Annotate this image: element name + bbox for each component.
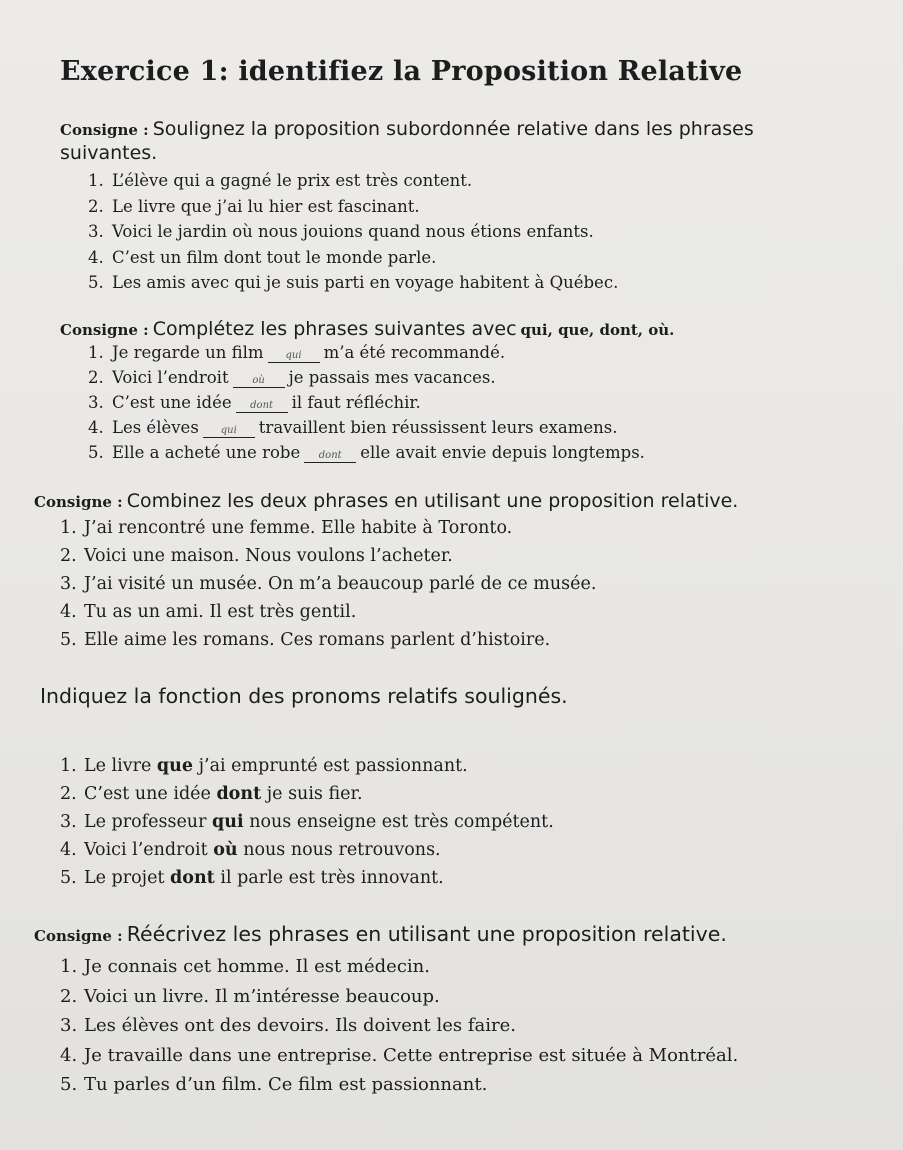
list-item: 4. Voici l’endroit où nous nous retrouvons. [60,840,441,860]
list-item: 5. Tu parles d’un film. Ce film est passionnant. [60,1074,488,1095]
section3-instruction: Consigne : Combinez les deux phrases en utilisant une proposition relative. [34,490,739,512]
section3-label: Consigne : [34,493,123,511]
section2-pronoun-choices: qui, que, dont, où. [520,321,675,339]
list-item: 3. J’ai visité un musée. On m’a beaucoup parlé de ce musée. [60,574,597,594]
list-item: 1. Je connais cet homme. Il est médecin. [60,956,430,977]
list-item: 5. Elle a acheté une robe dont elle avait envie depuis longtemps. [88,443,645,462]
list-item: 5. Les amis avec qui je suis parti en voyage habitent à Québec. [88,273,619,292]
answer-blank[interactable]: qui [268,350,320,363]
list-item: 3. Le professeur qui nous enseigne est très compétent. [60,812,554,832]
section1-instruction [60,118,754,140]
relative-pronoun: où [213,840,238,860]
answer-blank[interactable]: où [233,375,285,388]
relative-pronoun: que [156,756,194,776]
section1-list [88,168,618,296]
answer-blank[interactable]: dont [304,450,356,463]
relative-pronoun: qui [212,812,244,832]
section3-list [60,514,596,654]
section2-instruction: Consigne : Complétez les phrases suivantes avec qui, que, dont, où. [60,318,675,340]
section2-list [88,340,645,465]
list-item: 4. Je travaille dans une entreprise. Cette entreprise est située à Montréal. [60,1044,739,1066]
list-item: 1. Le livre que j’ai emprunté est passionnant. [60,756,468,776]
list-item: 1. J’ai rencontré une femme. Elle habite à Toronto. [60,518,513,538]
list-item: 3. Les élèves ont des devoirs. Ils doivent les faire. [60,1015,516,1036]
section1-label: Consigne : [60,121,149,139]
list-item: 4. Les élèves qui travaillent bien réussissent leurs examens. [88,418,618,437]
list-item: 4. C’est un film dont tout le monde parle. [88,247,437,267]
page-title: Exercice 1: identifiez la Proposition Relative [60,56,743,87]
section5-list [60,952,738,1100]
list-item: 2. C’est une idée dont je suis fier. [60,784,363,804]
section2-label: Consigne : [60,321,149,339]
list-item: 2. Le livre que j’ai lu hier est fascinant. [88,196,420,216]
list-item: 5. Le projet dont il parle est très innovant. [60,868,444,888]
list-item: 3. Voici le jardin où nous jouions quand nous étions enfants. [88,222,594,241]
list-item: 1. L’élève qui a gagné le prix est très content. [88,171,473,190]
section1-instruction-line2: suivantes. [60,142,158,164]
answer-blank[interactable]: qui [203,425,255,438]
list-item: 5. Elle aime les romans. Ces romans parlent d’histoire. [60,630,551,650]
relative-pronoun: dont [216,784,262,804]
list-item: 2. Voici une maison. Nous voulons l’acheter. [60,546,453,566]
list-item: 4. Tu as un ami. Il est très gentil. [60,602,357,622]
list-item: 3. C’est une idée dont il faut réfléchir. [88,393,421,412]
section5-label: Consigne : [34,927,123,945]
list-item: 2. Voici l’endroit où je passais mes vacances. [88,368,496,387]
section4-heading: Indiquez la fonction des pronoms relatifs soulignés. [40,684,568,708]
section5-instruction: Consigne : Réécrivez les phrases en utilisant une proposition relative. [34,922,727,946]
section4-list [60,752,554,892]
list-item: 1. Je regarde un film qui m’a été recommandé. [88,343,506,362]
section1-instruction-line1: Soulignez la proposition subordonnée relative dans les phrases [152,118,754,140]
answer-blank[interactable]: dont [236,400,288,413]
relative-pronoun: dont [170,868,215,888]
list-item: 2. Voici un livre. Il m’intéresse beaucoup. [60,985,440,1007]
